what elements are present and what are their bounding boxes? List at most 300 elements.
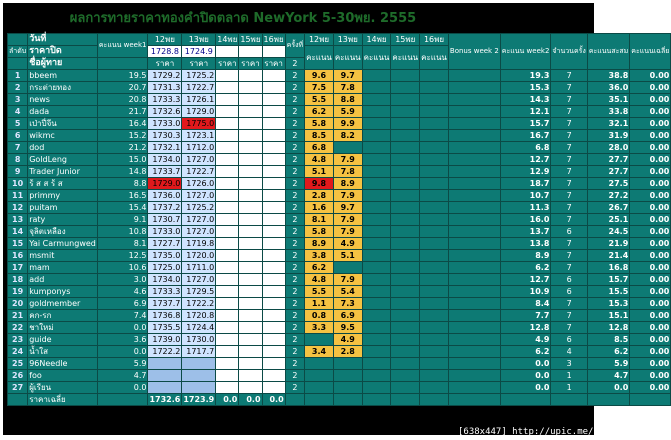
guess-15 xyxy=(239,142,262,154)
score-14 xyxy=(362,370,391,382)
score-14 xyxy=(362,142,391,154)
guess-16 xyxy=(262,370,285,382)
header-d16: 16พย xyxy=(263,35,284,44)
week-number: 2 xyxy=(285,214,304,226)
score-16 xyxy=(420,82,449,94)
score-15 xyxy=(391,298,420,310)
guess-12: 1730.3 xyxy=(148,130,182,142)
table-row xyxy=(8,94,671,106)
total-score: 15.7 xyxy=(587,274,629,286)
score-week2: 8.4 xyxy=(500,298,551,310)
score-16 xyxy=(420,202,449,214)
row-index: 1 xyxy=(8,70,28,82)
score-13 xyxy=(333,370,362,382)
table-row xyxy=(8,286,671,298)
guess-15 xyxy=(239,334,262,346)
score-13 xyxy=(333,382,362,394)
score-16 xyxy=(420,274,449,286)
score-week2: 6.8 xyxy=(500,142,551,154)
average-score: 0.00 xyxy=(630,202,671,214)
count: 7 xyxy=(551,142,587,154)
total-score: 25.1 xyxy=(587,214,629,226)
score-week2: 12.1 xyxy=(500,106,551,118)
guess-14 xyxy=(216,262,239,274)
header-price-15: ราคา xyxy=(239,58,262,70)
average-score: 0.00 xyxy=(630,310,671,322)
table-row xyxy=(8,370,671,382)
image-footer: [638x447] http://upic.me/ xyxy=(458,427,594,437)
header-s15: 15พย xyxy=(391,34,420,46)
table-row xyxy=(8,70,671,82)
guess-14 xyxy=(216,334,239,346)
score-13: 7.9 xyxy=(333,154,362,166)
average-score: 0.00 xyxy=(630,346,671,358)
week-number: 2 xyxy=(285,238,304,250)
score-12: 3.4 xyxy=(305,346,334,358)
count: 7 xyxy=(551,106,587,118)
week-number: 2 xyxy=(285,178,304,190)
bonus-week2 xyxy=(448,130,500,142)
score-15 xyxy=(391,190,420,202)
score-13: 8.2 xyxy=(333,130,362,142)
player-name: foo xyxy=(28,370,98,382)
week-number: 2 xyxy=(285,358,304,370)
score-week2: 6.2 xyxy=(500,262,551,274)
score-week2: 13.8 xyxy=(500,238,551,250)
table-row xyxy=(8,154,671,166)
total-score: 4.7 xyxy=(587,370,629,382)
guess-14 xyxy=(216,310,239,322)
score-14 xyxy=(362,298,391,310)
score-13: 5.1 xyxy=(333,250,362,262)
average-score: 0.00 xyxy=(630,334,671,346)
average-score: 0.00 xyxy=(630,298,671,310)
score-16 xyxy=(420,106,449,118)
average-score: 0.00 xyxy=(630,370,671,382)
row-index: 9 xyxy=(8,166,28,178)
score-week2: 16.0 xyxy=(500,214,551,226)
score-13 xyxy=(333,142,362,154)
header-d15: 15พย xyxy=(240,35,261,44)
guess-16 xyxy=(262,346,285,358)
bonus-week2 xyxy=(448,334,500,346)
score-15 xyxy=(391,310,420,322)
row-index: 11 xyxy=(8,190,28,202)
score-12: 5.8 xyxy=(305,226,334,238)
score-13: 4.9 xyxy=(333,238,362,250)
score-13: 7.9 xyxy=(333,274,362,286)
guess-13: 1712.0 xyxy=(182,142,216,154)
table-row xyxy=(8,358,671,370)
table-row xyxy=(8,298,671,310)
score-week1: 8.1 xyxy=(97,238,148,250)
score-15 xyxy=(391,238,420,250)
score-week2: 10.7 xyxy=(500,190,551,202)
row-index: 7 xyxy=(8,142,28,154)
guess-12: 1733.7 xyxy=(148,166,182,178)
total-score: 15.3 xyxy=(587,298,629,310)
guess-16 xyxy=(262,262,285,274)
score-week1: 12.5 xyxy=(97,250,148,262)
row-index: 16 xyxy=(8,250,28,262)
table-row xyxy=(8,334,671,346)
player-name: news xyxy=(28,94,98,106)
count: 7 xyxy=(551,262,587,274)
score-13: 7.9 xyxy=(333,190,362,202)
score-16 xyxy=(420,70,449,82)
score-14 xyxy=(362,214,391,226)
total-score: 6.2 xyxy=(587,346,629,358)
score-14 xyxy=(362,286,391,298)
results-table xyxy=(7,33,671,406)
header-week-num: 2 xyxy=(285,58,304,70)
close-price-13: 1724.9 xyxy=(182,46,216,58)
player-name: raty xyxy=(28,214,98,226)
table-row xyxy=(8,130,671,142)
guess-12: 1737.2 xyxy=(148,202,182,214)
player-name: dada xyxy=(28,106,98,118)
row-index: 5 xyxy=(8,118,28,130)
guess-12: 1734.0 xyxy=(148,154,182,166)
table-row xyxy=(8,202,671,214)
bonus-week2 xyxy=(448,82,500,94)
guess-12: 1736.8 xyxy=(148,310,182,322)
score-week1: 5.9 xyxy=(97,358,148,370)
bonus-week2 xyxy=(448,238,500,250)
guess-12: 1734.0 xyxy=(148,274,182,286)
score-week2: 0.0 xyxy=(500,382,551,394)
table-row xyxy=(8,190,671,202)
header-score-w2: คะแนน week2 xyxy=(500,34,551,70)
guess-14 xyxy=(216,130,239,142)
count: 7 xyxy=(551,166,587,178)
average-score: 0.00 xyxy=(630,142,671,154)
guess-14 xyxy=(216,190,239,202)
player-name: ร้ ส ส ร้ ส xyxy=(28,178,98,190)
bonus-week2 xyxy=(448,274,500,286)
guess-14 xyxy=(216,178,239,190)
guess-12: 1731.3 xyxy=(148,82,182,94)
score-13: 2.8 xyxy=(333,346,362,358)
guess-15 xyxy=(239,322,262,334)
average-score: 0.00 xyxy=(630,106,671,118)
table-row xyxy=(8,262,671,274)
score-week2: 16.7 xyxy=(500,130,551,142)
week-number: 2 xyxy=(285,310,304,322)
header-seq: ลำดับ xyxy=(8,46,28,58)
header-score-16: คะแนน xyxy=(420,46,449,70)
score-week1: 15.0 xyxy=(97,154,148,166)
score-12: 9.8 xyxy=(305,178,334,190)
header-date: วันที่ xyxy=(28,34,98,46)
player-name: dod xyxy=(28,142,98,154)
average-score: 0.00 xyxy=(630,358,671,370)
score-13: 7.9 xyxy=(333,226,362,238)
score-12: 1.1 xyxy=(305,298,334,310)
row-index: 2 xyxy=(8,82,28,94)
score-week1: 3.6 xyxy=(97,334,148,346)
score-14 xyxy=(362,250,391,262)
count: 7 xyxy=(551,310,587,322)
week-number: 2 xyxy=(285,70,304,82)
count: 6 xyxy=(551,286,587,298)
header-times: ครั้งที่ xyxy=(285,34,304,58)
total-score: 27.7 xyxy=(587,166,629,178)
score-15 xyxy=(391,274,420,286)
average-score: 0.00 xyxy=(630,382,671,394)
score-week2: 15.7 xyxy=(500,118,551,130)
guess-14 xyxy=(216,382,239,394)
week-number: 2 xyxy=(285,118,304,130)
week-number: 2 xyxy=(285,322,304,334)
header-price-12: ราคา xyxy=(148,58,182,70)
score-15 xyxy=(391,286,420,298)
average-score: 0.00 xyxy=(630,178,671,190)
guess-15 xyxy=(239,298,262,310)
guess-14 xyxy=(216,82,239,94)
score-week1: 0.0 xyxy=(97,382,148,394)
guess-15 xyxy=(239,370,262,382)
count: 6 xyxy=(551,274,587,286)
score-12: 5.5 xyxy=(305,94,334,106)
score-16 xyxy=(420,190,449,202)
player-name: msmit xyxy=(28,250,98,262)
average-score: 0.00 xyxy=(630,70,671,82)
count: 7 xyxy=(551,238,587,250)
guess-12 xyxy=(148,358,182,370)
score-14 xyxy=(362,118,391,130)
guess-13: 1724.4 xyxy=(182,322,216,334)
score-14 xyxy=(362,130,391,142)
score-week1: 19.5 xyxy=(97,70,148,82)
average-score: 0.00 xyxy=(630,250,671,262)
score-week2: 12.8 xyxy=(500,322,551,334)
guess-16 xyxy=(262,142,285,154)
average-score: 0.00 xyxy=(630,238,671,250)
score-16 xyxy=(420,154,449,166)
header-d13: 13พย xyxy=(182,34,216,46)
score-12: 5.5 xyxy=(305,286,334,298)
bonus-week2 xyxy=(448,118,500,130)
guess-15 xyxy=(239,310,262,322)
week-number: 2 xyxy=(285,166,304,178)
score-14 xyxy=(362,106,391,118)
score-16 xyxy=(420,310,449,322)
score-12 xyxy=(305,358,334,370)
score-16 xyxy=(420,142,449,154)
guess-15 xyxy=(239,94,262,106)
score-15 xyxy=(391,82,420,94)
guess-14 xyxy=(216,358,239,370)
player-name: ผู้เรียน xyxy=(28,382,98,394)
header-row-1 xyxy=(8,34,671,46)
score-16 xyxy=(420,286,449,298)
guess-15 xyxy=(239,358,262,370)
week-number: 2 xyxy=(285,298,304,310)
count: 1 xyxy=(551,382,587,394)
score-week2: 18.7 xyxy=(500,178,551,190)
score-16 xyxy=(420,130,449,142)
guess-14 xyxy=(216,106,239,118)
score-week2: 11.3 xyxy=(500,202,551,214)
guess-12: 1733.0 xyxy=(148,118,182,130)
score-14 xyxy=(362,94,391,106)
score-13: 9.7 xyxy=(333,70,362,82)
guess-15 xyxy=(239,154,262,166)
average-score: 0.00 xyxy=(630,214,671,226)
guess-15 xyxy=(239,382,262,394)
score-16 xyxy=(420,118,449,130)
score-16 xyxy=(420,94,449,106)
score-14 xyxy=(362,154,391,166)
guess-12: 1735.0 xyxy=(148,250,182,262)
guess-14 xyxy=(216,322,239,334)
week-number: 2 xyxy=(285,262,304,274)
guess-14 xyxy=(216,142,239,154)
row-index: 13 xyxy=(8,214,28,226)
header-count: จำนวนครั้ง xyxy=(551,34,587,70)
count: 7 xyxy=(551,130,587,142)
guess-15 xyxy=(239,214,262,226)
score-week1: 21.2 xyxy=(97,142,148,154)
row-index: 6 xyxy=(8,130,28,142)
score-15 xyxy=(391,334,420,346)
score-16 xyxy=(420,382,449,394)
score-week1: 7.4 xyxy=(97,310,148,322)
score-12: 9.6 xyxy=(305,70,334,82)
table-row xyxy=(8,382,671,394)
table-row xyxy=(8,142,671,154)
guess-12: 1735.5 xyxy=(148,322,182,334)
guess-12: 1727.7 xyxy=(148,238,182,250)
score-15 xyxy=(391,358,420,370)
total-score: 27.2 xyxy=(587,190,629,202)
guess-14 xyxy=(216,70,239,82)
guess-16 xyxy=(262,334,285,346)
header-score-14: คะแนน xyxy=(362,46,391,70)
week-number: 2 xyxy=(285,142,304,154)
score-week1: 15.4 xyxy=(97,202,148,214)
header-d14: 14พย xyxy=(217,35,238,44)
week-number: 2 xyxy=(285,370,304,382)
guess-16 xyxy=(262,82,285,94)
guess-16 xyxy=(262,130,285,142)
row-index: 8 xyxy=(8,154,28,166)
score-week1: 10.6 xyxy=(97,262,148,274)
total-score: 28.0 xyxy=(587,142,629,154)
guess-13 xyxy=(182,382,216,394)
score-week2: 12.9 xyxy=(500,166,551,178)
guess-16 xyxy=(262,94,285,106)
score-12: 3.8 xyxy=(305,250,334,262)
row-index: 18 xyxy=(8,274,28,286)
week-number: 2 xyxy=(285,334,304,346)
score-week2: 7.7 xyxy=(500,310,551,322)
score-13: 5.4 xyxy=(333,286,362,298)
score-week2: 8.9 xyxy=(500,250,551,262)
score-week1: 15.2 xyxy=(97,130,148,142)
score-15 xyxy=(391,142,420,154)
bonus-week2 xyxy=(448,154,500,166)
player-name: goldmember xyxy=(28,298,98,310)
guess-14 xyxy=(216,346,239,358)
guess-14 xyxy=(216,238,239,250)
guess-12: 1733.3 xyxy=(148,94,182,106)
row-index: 21 xyxy=(8,310,28,322)
count: 7 xyxy=(551,82,587,94)
player-name: primmy xyxy=(28,190,98,202)
bonus-week2 xyxy=(448,226,500,238)
score-14 xyxy=(362,346,391,358)
score-week2: 14.3 xyxy=(500,94,551,106)
week-number: 2 xyxy=(285,202,304,214)
row-index: 17 xyxy=(8,262,28,274)
score-15 xyxy=(391,178,420,190)
count: 7 xyxy=(551,118,587,130)
player-name: น้ำใส xyxy=(28,346,98,358)
score-13: 5.9 xyxy=(333,106,362,118)
score-15 xyxy=(391,370,420,382)
score-12: 4.8 xyxy=(305,274,334,286)
score-12: 8.9 xyxy=(305,238,334,250)
score-12: 6.2 xyxy=(305,106,334,118)
count: 7 xyxy=(551,70,587,82)
guess-16 xyxy=(262,202,285,214)
count: 7 xyxy=(551,202,587,214)
guess-13: 1722.7 xyxy=(182,166,216,178)
bonus-week2 xyxy=(448,166,500,178)
header-close: ราคาปิด xyxy=(28,46,98,58)
week-number: 2 xyxy=(285,106,304,118)
guess-12 xyxy=(148,382,182,394)
score-week2: 10.9 xyxy=(500,286,551,298)
table-row xyxy=(8,238,671,250)
score-12 xyxy=(305,370,334,382)
score-12: 2.8 xyxy=(305,190,334,202)
guess-16 xyxy=(262,118,285,130)
guess-16 xyxy=(262,226,285,238)
bonus-week2 xyxy=(448,214,500,226)
header-s12: 12พย xyxy=(305,34,334,46)
total-score: 21.4 xyxy=(587,250,629,262)
week-number: 2 xyxy=(285,82,304,94)
score-week2: 4.9 xyxy=(500,334,551,346)
guess-12: 1732.6 xyxy=(148,106,182,118)
average-score: 0.00 xyxy=(630,322,671,334)
score-14 xyxy=(362,190,391,202)
guess-13: 1727.0 xyxy=(182,226,216,238)
score-week1: 20.7 xyxy=(97,82,148,94)
player-name: คก-รก xyxy=(28,310,98,322)
score-13: 7.8 xyxy=(333,82,362,94)
guess-14 xyxy=(216,250,239,262)
guess-13: 1726.0 xyxy=(182,178,216,190)
score-16 xyxy=(420,178,449,190)
score-14 xyxy=(362,226,391,238)
bonus-week2 xyxy=(448,250,500,262)
guess-13: 1729.0 xyxy=(182,106,216,118)
total-score: 31.9 xyxy=(587,130,629,142)
guess-14 xyxy=(216,286,239,298)
score-16 xyxy=(420,250,449,262)
guess-15 xyxy=(239,118,262,130)
total-score: 32.1 xyxy=(587,118,629,130)
score-15 xyxy=(391,166,420,178)
player-name: Trader Junior xyxy=(28,166,98,178)
score-14 xyxy=(362,382,391,394)
score-week2: 13.7 xyxy=(500,226,551,238)
score-14 xyxy=(362,238,391,250)
